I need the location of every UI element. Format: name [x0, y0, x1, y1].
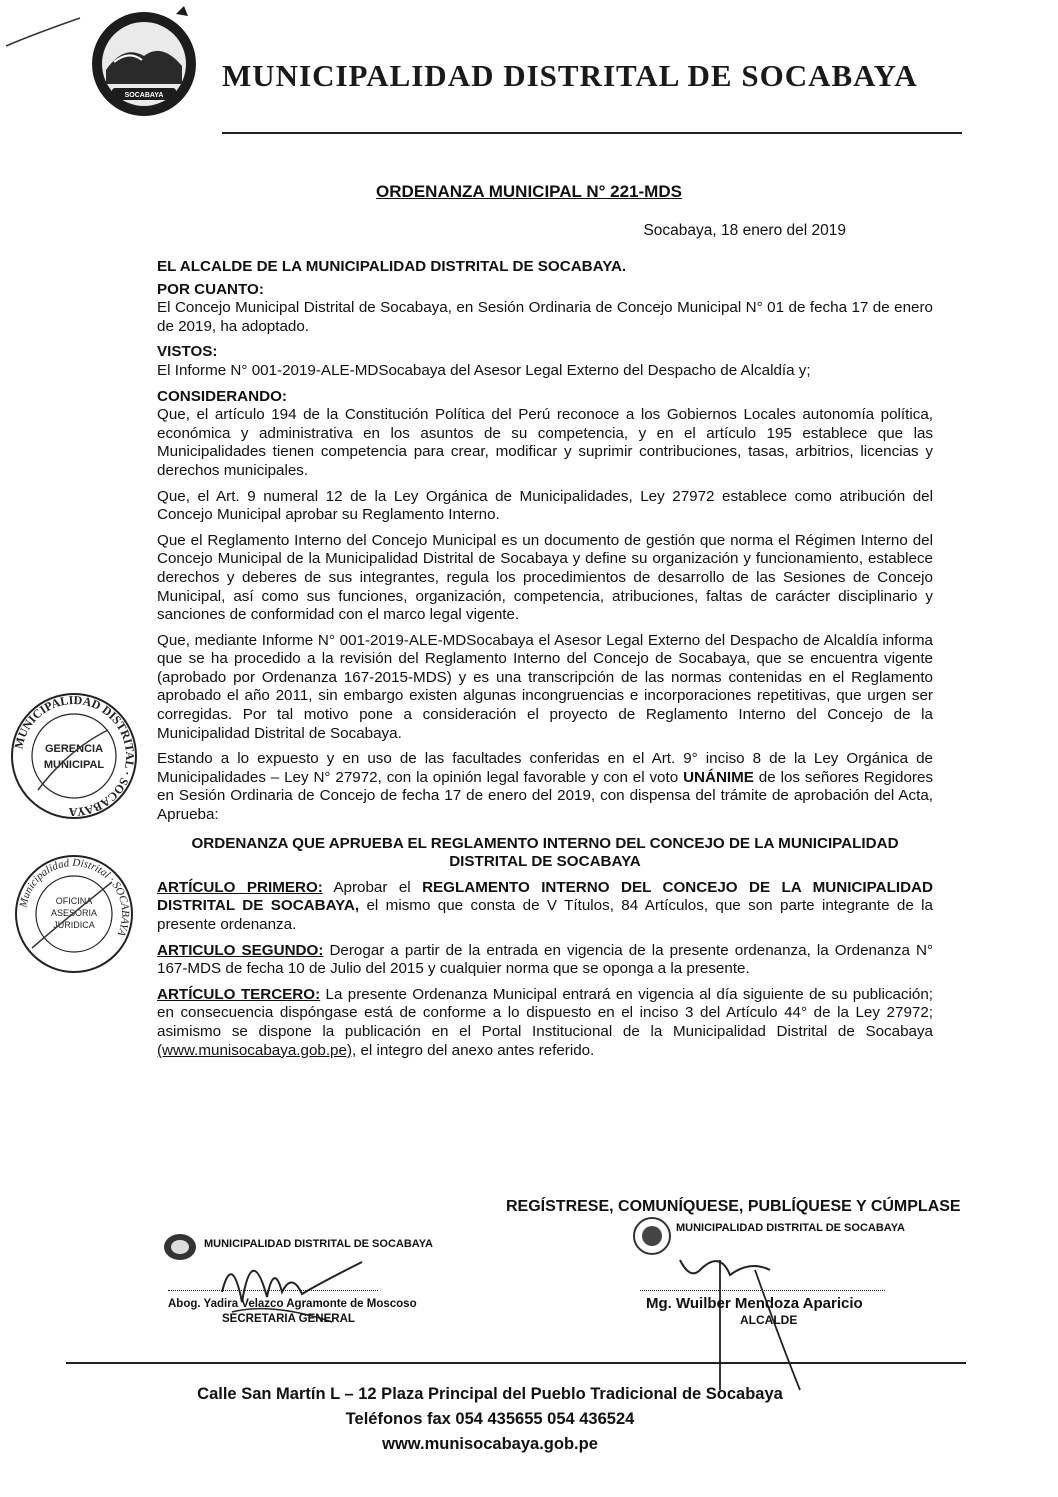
portal-link[interactable]: (www.munisocabaya.gob.pe) [157, 1041, 353, 1059]
svg-text:MUNICIPALIDAD DISTRITAL · SOCA: MUNICIPALIDAD DISTRITAL · SOCABAYA [11, 692, 138, 820]
svg-text:GERENCIA: GERENCIA [44, 743, 104, 755]
vistos-heading: VISTOS: [157, 343, 218, 361]
svg-text:SOCABAYA: SOCABAYA [124, 92, 164, 99]
considerando-paragraph-1: Que, el artículo 194 de la Constitución Política del Perú reconoce a los Gobiernos Locales autonomía política, económica y administrativa en los asuntos de su competencia, y en el artículo 195 establece que las Municipalidades tienen competencia para crear, modificar y suprimir contribuciones, tasas, arbitrios, licencias y derechos municipales. [157, 406, 933, 479]
footer-divider [66, 1362, 966, 1364]
secretary-role: SECRETARIA GENERAL [222, 1313, 355, 1325]
authority-line: EL ALCALDE DE LA MUNICIPALIDAD DISTRITAL DE SOCABAYA. [157, 258, 627, 275]
asesoria-juridica-stamp [12, 852, 136, 976]
mayor-name: Mg. Wuilber Mendoza Aparicio [646, 1295, 863, 1312]
svg-text:JURIDICA: JURIDICA [53, 920, 95, 930]
svg-text:MUNICIPAL: MUNICIPAL [43, 759, 105, 771]
pen-mark [4, 16, 84, 57]
considerando-paragraph-4: Que, mediante Informe N° 001-2019-ALE-MDSocabaya el Asesor Legal Externo del Despacho de Alcaldía informa que se ha procedido a la revisión del Reglamento Interno del Concejo de Socabaya, que se encuentra vigente (aprobado por Ordenanza 167-2015-MDS) y es una transcripción de las normas contenidas en el Reglamento aprobado el año 2011, sin embargo existen algunas incongruencias e incorporaciones repetitivas, que urgen ser corregidas. Por tal motivo pone a consideración el proyecto de Reglamento Interno del Concejo de la Municipalidad Distrital de Socabaya. [157, 631, 933, 742]
article-third: ARTÍCULO TERCERO: La presente Ordenanza Municipal entrará en vigencia al día siguiente de su publicación; en consecuencia dispóngase está de conforme a lo dispuesto en el inciso 3 del Artículo 44° de la Ley 27972; asimismo se dispone la publicación en el Portal Institucional de la Municipalidad Distrital de Socabaya (www.munisocabaya.gob.pe), el integro del anexo antes referido. [157, 985, 933, 1059]
header-title: MUNICIPALIDAD DISTRITAL DE SOCABAYA [222, 58, 918, 93]
secretary-signature-line [168, 1290, 378, 1291]
mayor-signature-line [640, 1290, 885, 1291]
document-date: Socabaya, 18 enero del 2019 [643, 222, 846, 239]
footer-website[interactable]: www.munisocabaya.gob.pe [382, 1435, 598, 1453]
svg-text:ASESORIA: ASESORIA [50, 908, 98, 918]
considerando-paragraph-2: Que, el Art. 9 numeral 12 de la Ley Orgánica de Municipalidades, Ley 27972 establece como atribución del Concejo Municipal aprobar su Reglamento Interno. [157, 487, 933, 524]
mayor-role: ALCALDE [740, 1313, 798, 1327]
considerando-paragraph-5: Estando a lo expuesto y en uso de las facultades conferidas en el Art. 9° inciso 8 de la Ley Orgánica de Municipalidades – Ley N° 27972, con la opinión legal favorable y con el voto UNÁNIME de los señores Regidores en Sesión Ordinaria de Concejo de fecha 17 de enero del 2019, con dispensa del trámite de aprobación del Acta, Aprueba: [157, 750, 934, 824]
closing-formula: REGÍSTRESE, COMUNÍQUESE, PUBLÍQUESE Y CÚMPLASE [506, 1198, 961, 1215]
svg-text:OFICINA: OFICINA [55, 896, 93, 906]
article-first: ARTÍCULO PRIMERO: Aprobar el REGLAMENTO INTERNO DEL CONCEJO DE LA MUNICIPALIDAD DISTRITAL DE SOCABAYA, el mismo que consta de V Títulos, 84 Artículos, que son parte integrante de la presente ordenanza. [157, 878, 934, 933]
footer-address: Calle San Martín L – 12 Plaza Principal del Pueblo Tradicional de Socabaya [197, 1385, 783, 1403]
ordinance-title: ORDENANZA QUE APRUEBA EL REGLAMENTO INTERNO DEL CONCEJO DE LA MUNICIPALIDAD DISTRITAL DE SOCABAYA [191, 834, 899, 871]
svg-text:Municipalidad Distrital · SOCA: Municipalidad Distrital · SOCABAYA [17, 856, 132, 938]
considerando-paragraph-3: Que el Reglamento Interno del Concejo Municipal es un documento de gestión que norma el Régimen Interno del Concejo Municipal de la Municipalidad Distrital de Socabaya y define su organización y funcionamiento, establece derechos y deberes de sus integrantes, regula los procedimientos de desarrollo de las Sesiones de Concejo Municipal, así como sus funciones, organización, competencia, atribuciones, faltas de carácter disciplinario y sanciones de conformidad con el marco legal vigente. [157, 531, 933, 624]
header-divider [222, 132, 962, 134]
por-cuanto-heading: POR CUANTO: [157, 280, 264, 298]
considerando-heading: CONSIDERANDO: [157, 387, 287, 405]
document-body [157, 258, 933, 1060]
por-cuanto-text: El Concejo Municipal Distrital de Socabaya, en Sesión Ordinaria de Concejo Municipal N° 01 de fecha 17 de enero de 2019, ha adoptado. [157, 299, 933, 335]
vistos-text: El Informe N° 001-2019-ALE-MDSocabaya del Asesor Legal Externo del Despacho de Alcaldía y; [157, 361, 811, 379]
secretary-seal-icon [162, 1232, 198, 1267]
municipal-logo [84, 4, 204, 124]
gerencia-municipal-stamp [8, 690, 140, 822]
secretary-name: Abog. Yadira Velazco Agramonte de Moscoso [168, 1298, 417, 1310]
secretary-seal-text: MUNICIPALIDAD DISTRITAL DE SOCABAYA [204, 1238, 433, 1250]
footer-phones: Teléfonos fax 054 435655 054 436524 [345, 1410, 635, 1428]
mayor-seal-text: MUNICIPALIDAD DISTRITAL DE SOCABAYA [676, 1222, 905, 1234]
document-title: ORDENANZA MUNICIPAL N° 221-MDS [376, 182, 682, 201]
article-second: ARTICULO SEGUNDO: Derogar a partir de la entrada en vigencia de la presente ordenanza, la Ordenanza N° 167-MDS de fecha 10 de Julio del 2015 y cualquier norma que se oponga a la presente. [157, 941, 934, 978]
